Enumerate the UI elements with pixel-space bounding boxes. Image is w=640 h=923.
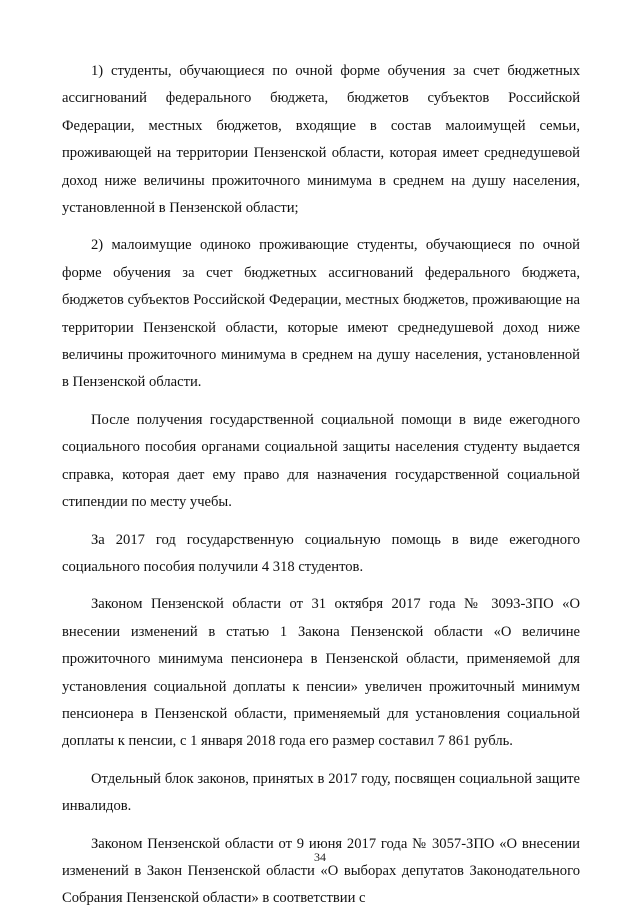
paragraph-disabled-laws: Отдельный блок законов, принятых в 2017 году, посвящен социальной защите инвалидов. bbox=[62, 770, 580, 815]
body-text bbox=[62, 58, 580, 923]
paragraph-law-3093: Законом Пензенской области от 31 октября 2017 года № 3093-ЗПО «О внесении изменений в статью 1 Закона Пензенской области «О величине прожиточного минимума пенсионера в Пензенской области, применяемой для установления социальной доплаты к пенсии» увеличен прожиточный минимум пенсионера в Пензенской области, применяемый для установления социальной доплаты к пенсии, с 1 января 2018 года его размер составил 7 861 рубль. bbox=[62, 596, 580, 750]
paragraph-law-3057: Законом Пензенской области от 9 июня 2017 года № 3057-ЗПО «О внесении изменений в Закон Пензенской области «О выборах депутатов Законодательного Собрания Пензенской области» в соответствии с bbox=[62, 835, 580, 907]
page-number: 34 bbox=[314, 850, 326, 864]
paragraph-single-students: 2) малоимущие одиноко проживающие студенты, обучающиеся по очной форме обучения за счет бюджетных ассигнований федерального бюджета, бюджетов субъектов Российской Федерации, местных бюджетов, проживающие на территории Пензенской области, которые имеют среднедушевой доход ниже величины прожиточного минимума в среднем на душу населения, установленной в Пензенской области. bbox=[62, 237, 580, 391]
paragraph-certificate: После получения государственной социальной помощи в виде ежегодного социального пособия органами социальной защиты населения студенту выдается справка, которая дает ему право для назначения государственной социальной стипендии по месту учебы. bbox=[62, 411, 580, 511]
paragraph-students-families: 1) студенты, обучающиеся по очной форме обучения за счет бюджетных ассигнований федерального бюджета, бюджетов субъектов Российской Федерации, местных бюджетов, входящие в состав малоимущей семьи, проживающей на территории Пензенской области, которая имеет среднедушевой доход ниже величины прожиточного минимума в среднем на душу населения, установленной в Пензенской области; bbox=[62, 63, 580, 217]
paragraph-2017-count: За 2017 год государственную социальную помощь в виде ежегодного социального пособия получили 4 318 студентов. bbox=[62, 531, 580, 575]
